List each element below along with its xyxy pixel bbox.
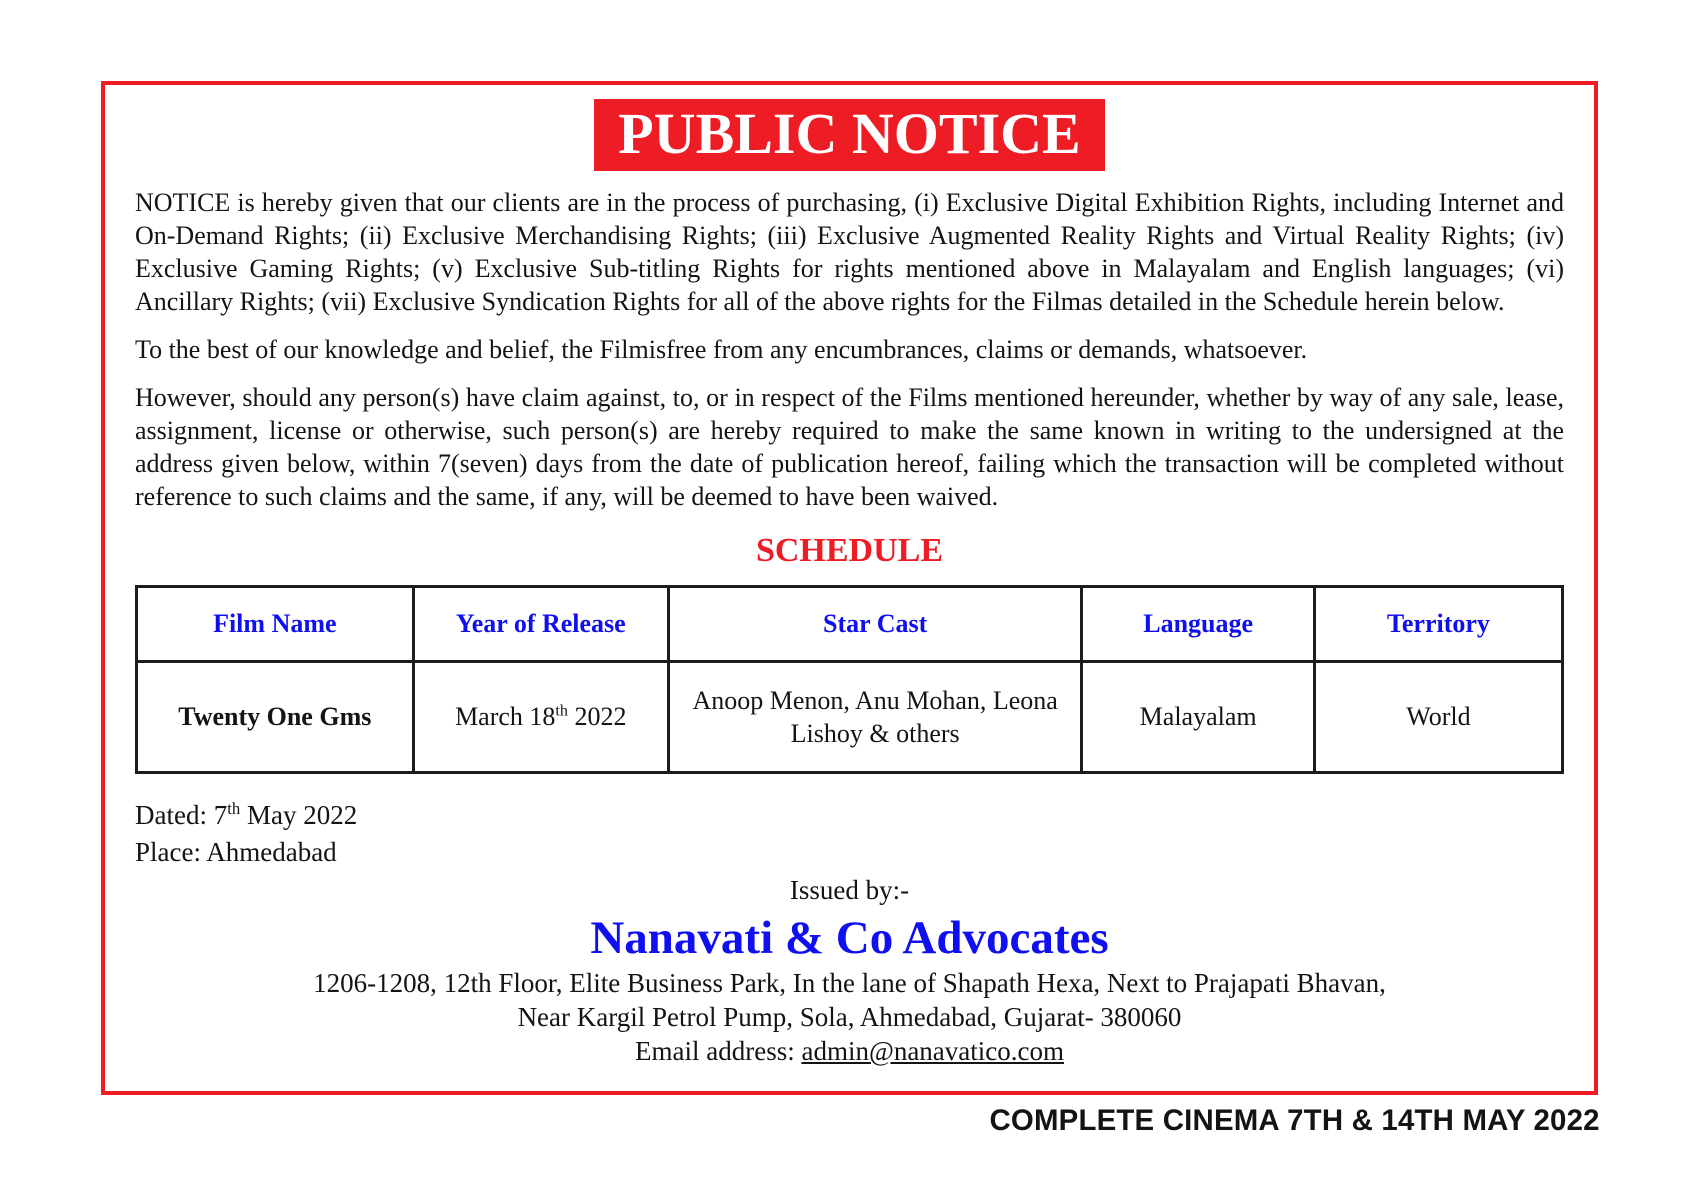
page-title: PUBLIC NOTICE (618, 101, 1081, 166)
issued-by-label: Issued by:- (789, 874, 910, 905)
schedule-table (135, 585, 1564, 774)
schedule-heading: SCHEDULE (755, 531, 944, 569)
notice-paragraph-2: To the best of our knowledge and belief, the Filmisfree from any encumbrances, claims or demands, whatsoever. (135, 334, 1308, 364)
address-line-2: Near Kargil Petrol Pump, Sola, Ahmedabad, Gujarat- 380060 (517, 1002, 1182, 1033)
dated-text: Dated: 7 (135, 799, 228, 830)
firm-name: Nanavati & Co Advocates (590, 911, 1109, 964)
dated-superscript: th (227, 798, 241, 818)
address-line-1: 1206-1208, 12th Floor, Elite Business Park, In the lane of Shapath Hexa, Next to Prajapati Bhavan, (313, 968, 1386, 999)
cell-star-cast: Anoop Menon, Anu Mohan, Leona Lishoy & others (668, 661, 1082, 772)
publication-footer: COMPLETE CINEMA 7TH & 14TH MAY 2022 (989, 1104, 1600, 1137)
cell-year-of-release (413, 661, 668, 772)
cell-language: Malayalam (1082, 661, 1314, 772)
dated-line (135, 797, 1564, 834)
notice-frame (101, 81, 1598, 1095)
column-header-year-of-release: Year of Release (413, 586, 668, 661)
column-header-film-name: Film Name (137, 586, 414, 661)
notice-paragraph-1: NOTICE is hereby given that our clients are in the process of purchasing, (i) Exclusive Digital Exhibition Rights, including Internet and On-Demand Rights; (ii) Exclusive Merchandising Rights; (iii) Exclusive Augmented Reality Rights and Virtual Reality Rights; (iv) Exclusive Gaming Rights; (v) Exclusive Sub-titling Rights for rights mentioned above in Malayalam and English languages; (vi) Ancillary Rights; (vii) Exclusive Syndication Rights for all of the above rights for the Filmas detailed in the Schedule herein below. (135, 187, 1564, 316)
notice-paragraph-3: However, should any person(s) have claim against, to, or in respect of the Films mentioned hereunder, whether by way of any sale, lease, assignment, license or otherwise, such person(s) are hereby required to make the same known in writing to the undersigned at the address given below, within 7(seven) days from the date of publication hereof, failing which the transaction will be completed without reference to such claims and the same, if any, will be deemed to have been waived. (135, 382, 1564, 511)
column-header-territory: Territory (1314, 586, 1562, 661)
release-date-superscript: th (555, 702, 568, 720)
dated-year-text: May 2022 (240, 799, 358, 830)
table-header-row (137, 586, 1563, 661)
public-notice-banner (594, 99, 1104, 171)
cell-film-name: Twenty One Gms (137, 661, 414, 772)
release-year-text: 2022 (567, 701, 627, 731)
place-line: Place: Ahmedabad (135, 836, 337, 867)
table-row (137, 661, 1563, 772)
email-link[interactable]: admin@nanavatico.com (801, 1036, 1064, 1067)
email-label: Email address: (635, 1036, 795, 1067)
column-header-language: Language (1082, 586, 1314, 661)
email-line (135, 1034, 1564, 1068)
release-date-text: March 18 (455, 701, 556, 731)
cell-territory: World (1314, 661, 1562, 772)
column-header-star-cast: Star Cast (668, 586, 1082, 661)
